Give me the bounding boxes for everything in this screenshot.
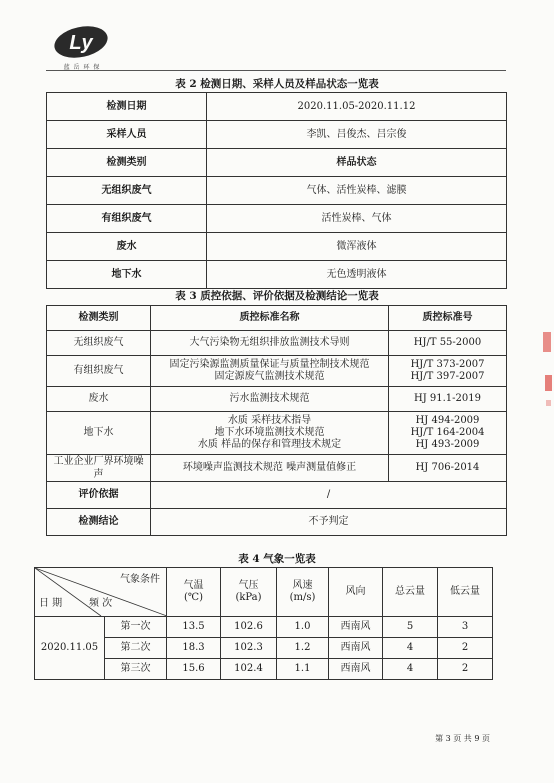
standard-names xyxy=(151,387,389,412)
header-line1: 风速 xyxy=(292,580,313,591)
standard-code: HJ/T 164-2004 xyxy=(410,427,485,438)
row-label: 检测日期 xyxy=(47,93,207,121)
standard-name: 地下水环境监测技术规范 xyxy=(214,427,325,438)
table-row xyxy=(47,177,507,205)
header-line1: 总云量 xyxy=(395,586,425,597)
table-row xyxy=(47,331,507,356)
table-row xyxy=(47,412,507,455)
category-cell: 无组织废气 xyxy=(47,331,151,356)
value-cell: 18.3 xyxy=(167,638,221,659)
standard-names xyxy=(151,412,389,455)
standard-name: 固定污染源监测质量保证与质量控制技术规范 xyxy=(169,359,370,370)
standard-codes xyxy=(389,455,507,482)
conclusion-value: 不予判定 xyxy=(151,509,507,536)
value-cell: 4 xyxy=(383,659,438,680)
column-header: 质控标准号 xyxy=(389,306,507,331)
table-row xyxy=(47,509,507,536)
sampling-info-table xyxy=(46,92,507,289)
standard-name: 水质 采样技术指导 xyxy=(227,415,312,426)
standard-name: 固定源废气监测技术规范 xyxy=(214,371,325,382)
header-unit: (m/s) xyxy=(289,592,316,603)
corner-weather-label: 气象条件 xyxy=(120,574,160,585)
standard-code: HJ/T 373-2007 xyxy=(410,359,485,370)
corner-date-label: 日 期 xyxy=(39,598,63,609)
header-line1: 气压 xyxy=(238,580,259,591)
value-cell: 西南风 xyxy=(329,617,383,638)
value-cell: 2 xyxy=(438,638,493,659)
value-cell: 102.6 xyxy=(221,617,277,638)
table4-caption: 表 4 气象一览表 xyxy=(238,553,316,565)
row-label: 检测类别 xyxy=(47,149,207,177)
header-line1: 低云量 xyxy=(450,586,480,597)
standard-code: HJ 494-2009 xyxy=(415,415,480,426)
weather-table xyxy=(34,567,493,680)
value-cell: 3 xyxy=(438,617,493,638)
column-header: 检测类别 xyxy=(47,306,151,331)
standard-name: 污水监测技术规范 xyxy=(229,393,310,404)
value-cell: 13.5 xyxy=(167,617,221,638)
row-value: 微浑液体 xyxy=(207,233,507,261)
table-row xyxy=(47,261,507,289)
column-header xyxy=(383,568,438,617)
row-value: 活性炭棒、气体 xyxy=(207,205,507,233)
evaluation-value: / xyxy=(151,482,507,509)
row-label: 废水 xyxy=(47,233,207,261)
evaluation-label: 评价依据 xyxy=(47,482,151,509)
standard-names xyxy=(151,455,389,482)
page-number: 第 3 页 共 9 页 xyxy=(435,734,490,743)
row-label: 无组织废气 xyxy=(47,177,207,205)
table-row xyxy=(47,121,507,149)
row-value: 样品状态 xyxy=(207,149,507,177)
date-cell: 2020.11.05 xyxy=(35,617,105,680)
category-cell: 工业企业厂界环境噪声 xyxy=(47,455,151,482)
standard-name: 环境噪声监测技术规范 噪声测量值修正 xyxy=(182,462,357,473)
value-cell: 102.3 xyxy=(221,638,277,659)
table2-caption: 表 2 检测日期、采样人员及样品状态一览表 xyxy=(175,78,379,90)
column-header: 质控标准名称 xyxy=(151,306,389,331)
standard-name: 大气污染物无组织排放监测技术导则 xyxy=(189,337,350,348)
value-cell: 西南风 xyxy=(329,659,383,680)
row-value: 2020.11.05-2020.11.12 xyxy=(207,93,507,121)
quality-control-table xyxy=(46,305,507,536)
frequency-cell: 第二次 xyxy=(105,638,167,659)
corner-frequency-label: 频 次 xyxy=(89,598,113,609)
column-header xyxy=(329,568,383,617)
row-label: 采样人员 xyxy=(47,121,207,149)
standard-code: HJ/T 55-2000 xyxy=(413,337,482,348)
table-header-row xyxy=(47,306,507,331)
conclusion-label: 检测结论 xyxy=(47,509,151,536)
table-row xyxy=(47,356,507,387)
standard-code: HJ 706-2014 xyxy=(415,462,480,473)
row-label: 有组织废气 xyxy=(47,205,207,233)
value-cell: 15.6 xyxy=(167,659,221,680)
row-value: 气体、活性炭棒、滤膜 xyxy=(207,177,507,205)
standard-codes xyxy=(389,412,507,455)
standard-codes xyxy=(389,331,507,356)
header-unit: (℃) xyxy=(184,592,203,603)
table3-caption: 表 3 质控依据、评价依据及检测结论一览表 xyxy=(175,290,379,302)
column-header xyxy=(167,568,221,617)
standard-code: HJ 91.1-2019 xyxy=(413,393,481,404)
diagonal-header-cell xyxy=(35,568,167,617)
logo-text: 蓝 岳 环 保 xyxy=(63,64,101,71)
value-cell: 102.4 xyxy=(221,659,277,680)
table-row xyxy=(47,149,507,177)
row-value: 无色透明液体 xyxy=(207,261,507,289)
table-row xyxy=(47,482,507,509)
header-line1: 气温 xyxy=(183,580,204,591)
value-cell: 1.0 xyxy=(277,617,329,638)
table-row xyxy=(35,617,493,638)
frequency-cell: 第一次 xyxy=(105,617,167,638)
value-cell: 1.1 xyxy=(277,659,329,680)
table-row xyxy=(47,93,507,121)
header-line1: 风向 xyxy=(345,586,366,597)
table-row xyxy=(47,233,507,261)
frequency-cell: 第三次 xyxy=(105,659,167,680)
value-cell: 5 xyxy=(383,617,438,638)
value-cell: 西南风 xyxy=(329,638,383,659)
category-cell: 有组织废气 xyxy=(47,356,151,387)
value-cell: 2 xyxy=(438,659,493,680)
category-cell: 废水 xyxy=(47,387,151,412)
value-cell: 1.2 xyxy=(277,638,329,659)
company-logo xyxy=(52,22,110,62)
standard-codes xyxy=(389,387,507,412)
seal-edge-marks xyxy=(541,330,553,420)
table-row xyxy=(47,455,507,482)
row-label: 地下水 xyxy=(47,261,207,289)
standard-codes xyxy=(389,356,507,387)
table-row xyxy=(47,205,507,233)
standard-name: 水质 样品的保存和管理技术规定 xyxy=(197,439,342,450)
standard-names xyxy=(151,331,389,356)
svg-text:Ly: Ly xyxy=(69,32,93,54)
value-cell: 4 xyxy=(383,638,438,659)
table-header-row xyxy=(35,568,493,617)
column-header xyxy=(277,568,329,617)
category-cell: 地下水 xyxy=(47,412,151,455)
standard-names xyxy=(151,356,389,387)
header-unit: (kPa) xyxy=(235,592,262,603)
standard-code: HJ 493-2009 xyxy=(415,439,480,450)
column-header xyxy=(221,568,277,617)
row-value: 李凯、吕俊杰、吕宗俊 xyxy=(207,121,507,149)
column-header xyxy=(438,568,493,617)
table-row xyxy=(47,387,507,412)
standard-code: HJ/T 397-2007 xyxy=(410,371,485,382)
header-divider xyxy=(46,70,506,71)
